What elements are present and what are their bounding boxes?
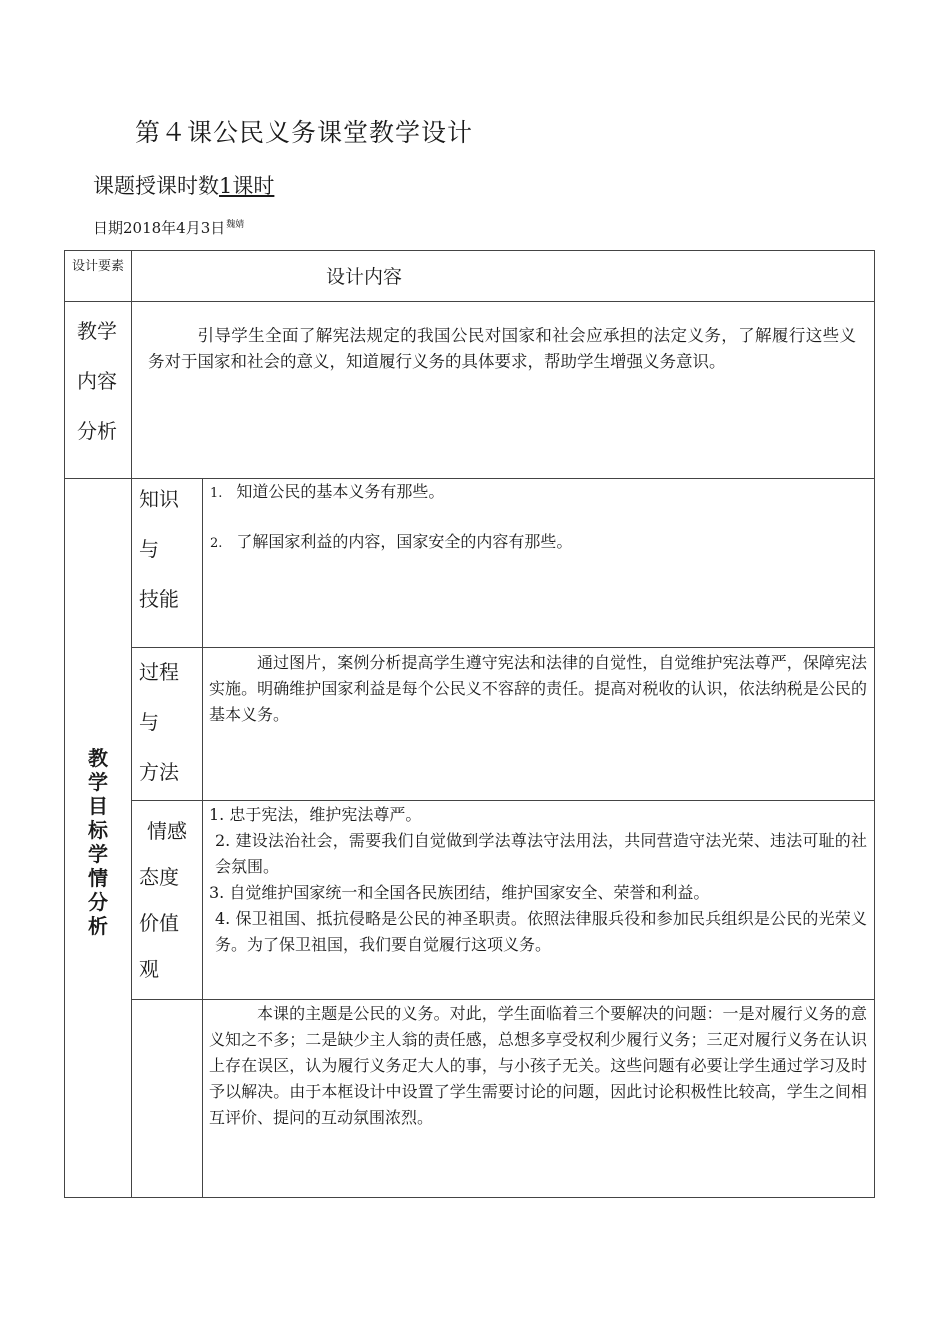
- emotion-values-label: 情感 态度 价值 观: [139, 819, 187, 981]
- content-analysis-label: 教学 内容 分析: [77, 319, 117, 443]
- lesson-hours-line: [93, 170, 274, 200]
- knowledge-item: 1. 知道公民的基本义务有那些。: [210, 482, 445, 501]
- objectives-analysis-label: 教学目标学情分析: [88, 746, 108, 938]
- table-border-top: [64, 250, 875, 251]
- process-methods-label: 过程 与 方法: [139, 660, 179, 784]
- emotion-item: 2. 建设法治社会，需要我们自觉做到学法尊法守法用法，共同营造守法光荣、违法可耻的社会氛围。: [215, 831, 867, 876]
- table-column-divider: [131, 250, 132, 1198]
- knowledge-skills-label: 知识 与 技能: [139, 487, 179, 611]
- lesson-hours-value: 1课时: [219, 174, 275, 198]
- table-border-left: [64, 250, 65, 1198]
- emotion-item: 1. 忠于宪法，维护宪法尊严。: [209, 805, 422, 824]
- table-row-divider: [131, 647, 875, 648]
- document-title: 第４课公民义务课堂教学设计: [135, 118, 474, 147]
- table-row-divider: [64, 478, 875, 479]
- table-row-divider: [131, 800, 875, 801]
- table-row-divider: [64, 301, 875, 302]
- table-row-divider: [131, 999, 875, 1000]
- lesson-hours-label: 课题授课时数: [93, 174, 219, 198]
- design-element-header: 设计要素: [71, 259, 124, 274]
- process-methods-text: 通过图片，案例分析提高学生遵守宪法和法律的自觉性，自觉维护宪法尊严，保障宪法实施。明确维护国家利益是每个公民义不容辞的责任。提高对税收的认识，依法纳税是公民的基本义务。: [209, 653, 867, 724]
- content-analysis-text: 引导学生全面了解宪法规定的我国公民对国家和社会应承担的法定义务，了解履行这些义务对于国家和社会的意义，知道履行义务的具体要求，帮助学生增强义务意识。: [148, 326, 856, 371]
- student-analysis-text: 本课的主题是公民的义务。对此，学生面临着三个要解决的问题：一是对履行义务的意义知之不多；二是缺少主人翁的责任感，总想多享受权利少履行义务；三疋对履行义务在认识上存在误区，认为履行义务疋大人的事，与小孩子无关。这些问题有必要让学生通过学习及时予以解决。由于本框设计中设置了学生需要讨论的问题，因此讨论积极性比较高，学生之间相互评价、提问的互动氛围浓烈。: [209, 1004, 867, 1127]
- emotion-values-list: [209, 802, 867, 958]
- date: 日期2018年4月3日: [93, 219, 226, 237]
- date-line: [93, 217, 244, 238]
- design-content-header: 设计内容: [326, 266, 403, 288]
- emotion-item: 3. 自觉维护国家统一和全国各民族团结，维护国家安全、荣誉和利益。: [209, 883, 710, 902]
- knowledge-item: 2. 了解国家利益的内容，国家安全的内容有那些。: [210, 532, 573, 551]
- table-border-bottom: [64, 1197, 875, 1198]
- emotion-item: 4. 保卫祖国、抵抗侵略是公民的神圣职责。依照法律服兵役和参加民兵组织是公民的光荣义务。为了保卫祖国，我们要自觉履行这项义务。: [215, 909, 867, 954]
- author: 魏婧: [226, 220, 245, 230]
- table-border-right: [874, 250, 875, 1198]
- table-column-divider: [202, 478, 203, 1198]
